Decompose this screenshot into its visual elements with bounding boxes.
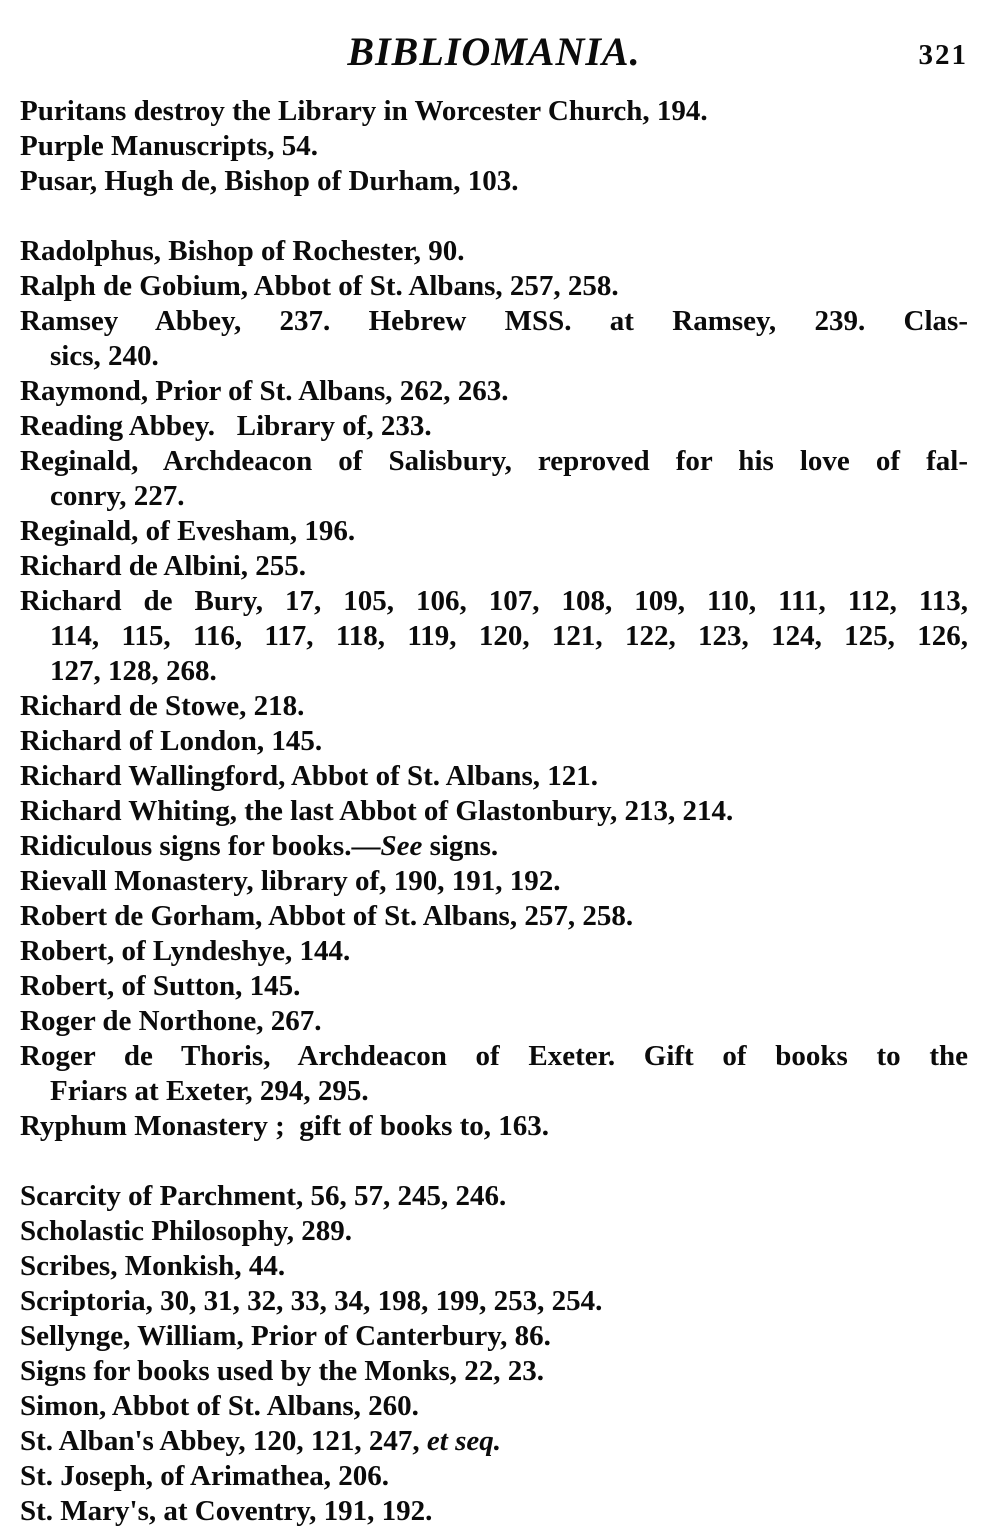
index-entry-line [20,549,968,584]
index-entry-line [20,1284,968,1319]
index-entry-text: St. Joseph, of Arimathea, 206. [20,1460,389,1492]
index-entry-line [20,479,968,514]
index-section-p [20,94,968,199]
index-entry-text: Richard de Albini, 255. [20,550,307,582]
index [20,94,968,1529]
index-entry-text: Ridiculous signs for books.— [20,830,381,862]
index-entry-text: St. Mary's, at Coventry, 191, 192. [20,1495,433,1527]
index-entry-text: Robert, of Sutton, 145. [20,970,301,1002]
index-entry-text: Reginald, of Evesham, 196. [20,515,356,547]
index-entry-line [20,1249,968,1284]
index-section-s [20,1179,968,1529]
index-entry-text: Raymond, Prior of St. Albans, 262, 263. [20,375,509,407]
index-entry-line [20,864,968,899]
index-entry-line [20,934,968,969]
index-entry-line [20,829,968,864]
running-title: BIBLIOMANIA. [347,29,641,74]
index-entry-line [20,724,968,759]
index-entry-line [20,899,968,934]
index-entry-text: Reading Abbey. Library of, 233. [20,410,432,442]
index-entry-text: 127, 128, 268. [50,655,217,687]
index-entry-line [20,1039,968,1074]
index-entry-text: Purple Manuscripts, 54. [20,130,319,162]
index-entry-line [20,269,968,304]
index-entry-line [20,1319,968,1354]
index-entry-line [20,1424,968,1459]
index-entry-text: Robert de Gorham, Abbot of St. Albans, 257, 258. [20,900,634,932]
index-entry-line [20,654,968,689]
index-entry-line [20,1004,968,1039]
index-entry-text: Ramsey Abbey, 237. Hebrew MSS. at Ramsey, 239. Clas- [20,305,968,337]
index-entry-text: Scribes, Monkish, 44. [20,1250,286,1282]
index-entry-text: Pusar, Hugh de, Bishop of Durham, 103. [20,165,519,197]
index-entry-text-italic: See [380,830,423,862]
index-entry-line [20,1074,968,1109]
index-entry-text: Richard de Stowe, 218. [20,690,305,722]
index-entry-line [20,1354,968,1389]
index-entry-line [20,409,968,444]
index-entry-text: Reginald, Archdeacon of Salisbury, reproved for his love of fal- [20,445,968,477]
index-entry-text: conry, 227. [50,480,185,512]
index-entry-text: 114, 115, 116, 117, 118, 119, 120, 121, 122, 123, 124, 125, 126, [50,620,968,652]
index-entry-text: Simon, Abbot of St. Albans, 260. [20,1390,419,1422]
index-entry-text: Puritans destroy the Library in Worcester Church, 194. [20,95,708,127]
index-entry-line [20,1389,968,1424]
index-entry-text: Friars at Exeter, 294, 295. [50,1075,369,1107]
index-entry-text: Scholastic Philosophy, 289. [20,1215,352,1247]
index-entry-line [20,794,968,829]
index-entry-text: Roger de Thoris, Archdeacon of Exeter. Gift of books to the [20,1040,968,1072]
index-entry-text: Robert, of Lyndeshye, 144. [20,935,351,967]
index-entry-line [20,94,968,129]
index-entry-text: St. Alban's Abbey, 120, 121, 247, [20,1425,427,1457]
index-entry-text: Ralph de Gobium, Abbot of St. Albans, 257, 258. [20,270,619,302]
index-entry-text: Richard de Bury, 17, 105, 106, 107, 108, 109, 110, 111, 112, 113, [20,585,968,617]
index-entry-line [20,444,968,479]
index-entry-line [20,164,968,199]
index-entry-text: Ryphum Monastery ; gift of books to, 163. [20,1110,550,1142]
index-entry-line [20,129,968,164]
index-entry-text: sics, 240. [50,340,159,372]
index-entry-line [20,374,968,409]
index-entry-line [20,304,968,339]
index-entry-text: Roger de Northone, 267. [20,1005,322,1037]
index-entry-text: Richard of London, 145. [20,725,323,757]
index-entry-text: Signs for books used by the Monks, 22, 23. [20,1355,545,1387]
index-entry-line [20,1459,968,1494]
index-entry-text: Scriptoria, 30, 31, 32, 33, 34, 198, 199, 253, 254. [20,1285,603,1317]
index-entry-text: signs. [422,830,499,862]
index-entry-line [20,969,968,1004]
index-entry-line [20,759,968,794]
index-entry-line [20,1109,968,1144]
index-section-r [20,234,968,1144]
index-entry-text: Richard Whiting, the last Abbot of Glastonbury, 213, 214. [20,795,734,827]
index-entry-line [20,619,968,654]
index-entry-text: Radolphus, Bishop of Rochester, 90. [20,235,465,267]
index-entry-line [20,1494,968,1529]
index-entry-text: Rievall Monastery, library of, 190, 191, 192. [20,865,561,897]
index-entry-line [20,584,968,619]
index-entry-line [20,1214,968,1249]
index-entry-line [20,689,968,724]
page-number: 321 [918,39,968,71]
index-entry-line [20,339,968,374]
page-header [20,28,968,80]
index-entry-text-italic: et seq. [426,1425,501,1457]
index-entry-line [20,234,968,269]
index-entry-text: Sellynge, William, Prior of Canterbury, 86. [20,1320,551,1352]
index-entry-line [20,1179,968,1214]
index-entry-line [20,514,968,549]
index-entry-text: Richard Wallingford, Abbot of St. Albans, 121. [20,760,598,792]
index-entry-text: Scarcity of Parchment, 56, 57, 245, 246. [20,1180,507,1212]
